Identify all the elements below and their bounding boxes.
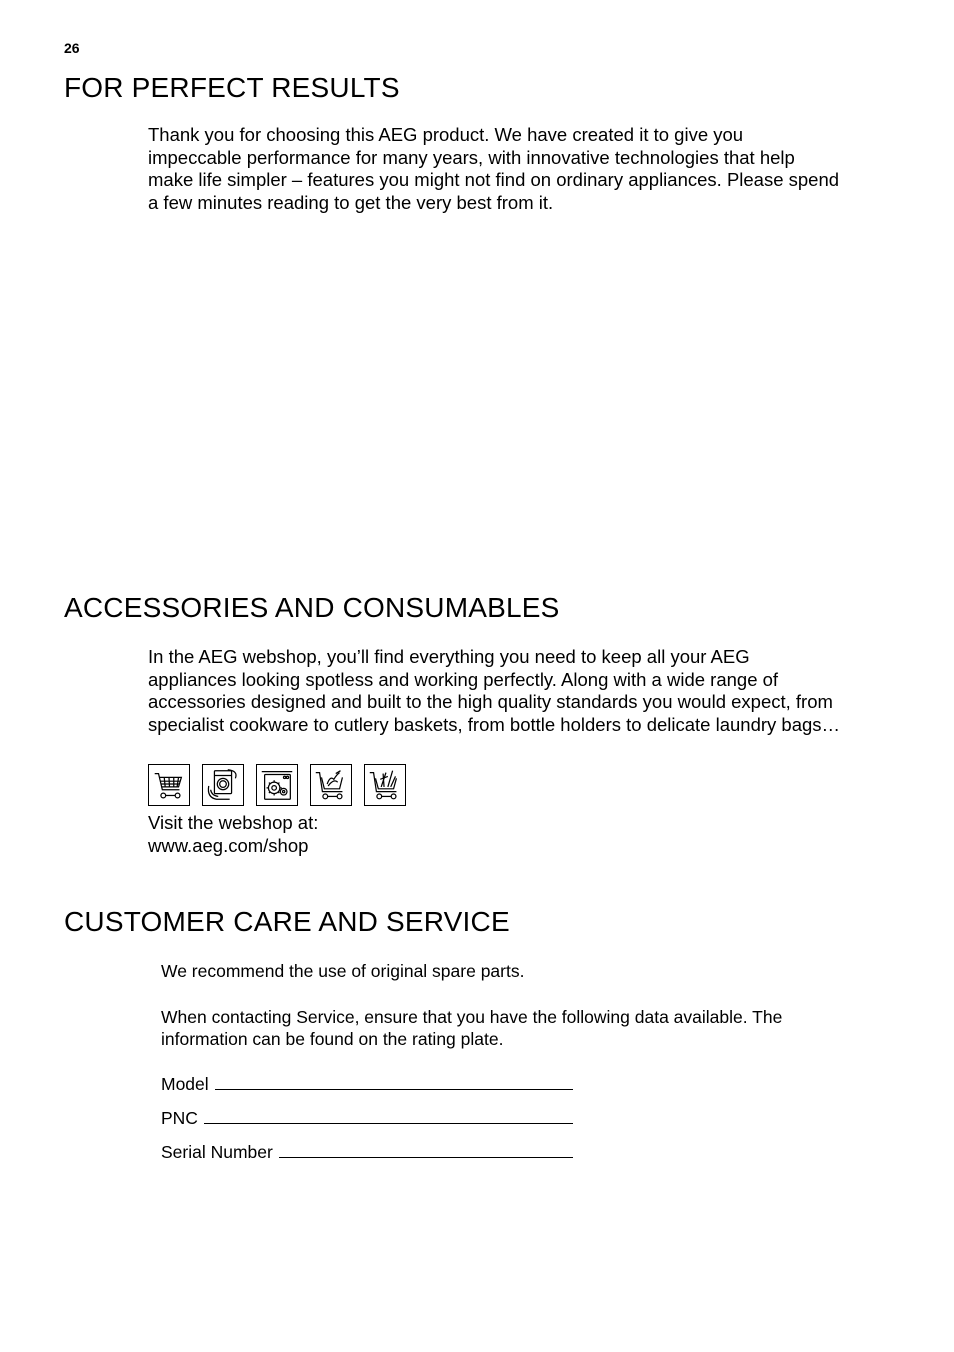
model-label: Model <box>161 1074 209 1094</box>
webshop-icons <box>148 764 406 806</box>
accessories-paragraph <box>148 646 840 736</box>
oven-gear-icon <box>256 764 298 806</box>
contact-line: When contacting Service, ensure that you have the following data available. The <box>161 1007 783 1027</box>
pnc-field <box>161 1108 573 1129</box>
cart-bottle-icon <box>310 764 352 806</box>
serial-number-label: Serial Number <box>161 1142 273 1162</box>
contact-line: information can be found on the rating plate. <box>161 1029 504 1049</box>
section-title-accessories: ACCESSORIES AND CONSUMABLES <box>64 592 560 623</box>
serial-number-field <box>161 1142 573 1163</box>
accessories-line: In the AEG webshop, you’ll find everything you need to keep all your AEG <box>148 646 750 667</box>
section-title-perfect-results: FOR PERFECT RESULTS <box>64 72 400 103</box>
washing-machine-icon <box>202 764 244 806</box>
section-title-customer-care: CUSTOMER CARE AND SERVICE <box>64 906 510 937</box>
model-blank-line[interactable] <box>215 1088 573 1090</box>
pnc-blank-line[interactable] <box>204 1122 573 1124</box>
intro-line: make life simpler – features you might not find on ordinary appliances. Please spend <box>148 169 840 190</box>
serial-number-blank-line[interactable] <box>279 1156 573 1158</box>
webshop-visit <box>148 812 318 857</box>
intro-line: a few minutes reading to get the very best from it. <box>148 191 554 213</box>
accessories-line: specialist cookware to cutlery baskets, from bottle holders to delicate laundry bags… <box>148 713 841 735</box>
page-number: 26 <box>64 40 80 56</box>
webshop-link[interactable]: www.aeg.com/shop <box>148 834 309 856</box>
pnc-label: PNC <box>161 1108 198 1128</box>
shopping-cart-icon <box>148 764 190 806</box>
accessories-line: appliances looking spotless and working perfectly. Along with a wide range of <box>148 668 779 690</box>
visit-label: Visit the webshop at: <box>148 812 319 833</box>
intro-paragraph <box>148 124 839 214</box>
intro-line: Thank you for choosing this AEG product. We have created it to give you <box>148 124 744 145</box>
intro-line: impeccable performance for many years, with innovative technologies that help <box>148 146 795 168</box>
accessories-line: accessories designed and built to the high quality standards you would expect, from <box>148 691 833 712</box>
model-field <box>161 1074 573 1095</box>
cart-cutlery-icon <box>364 764 406 806</box>
spare-parts-note: We recommend the use of original spare parts. <box>161 961 525 981</box>
contact-paragraph <box>161 1006 782 1050</box>
